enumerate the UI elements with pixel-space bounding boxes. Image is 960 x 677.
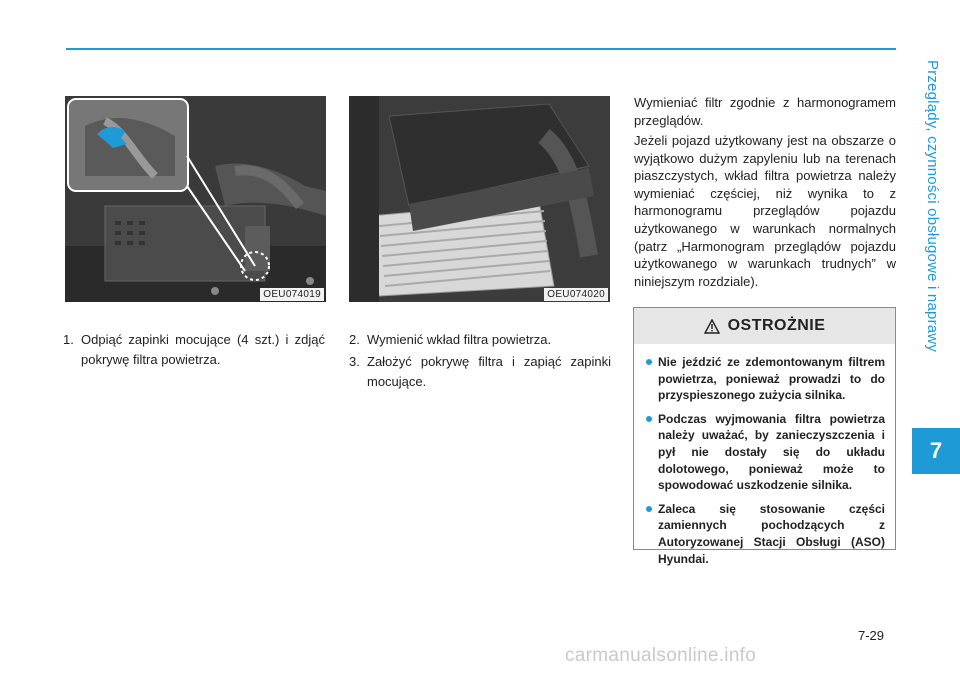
caution-header (634, 308, 895, 344)
figure-code: OEU074020 (544, 288, 608, 301)
bullet-icon (646, 416, 652, 422)
bullet-icon (646, 506, 652, 512)
step-number: 1. (63, 332, 74, 347)
paragraph-replace-interval: Wymieniać filtr zgodnie z harmonogramem przeglądów. (634, 95, 896, 128)
caution-item: Nie jeździć ze zdemontowanym filtrem powietrza, ponieważ prowadzi to do przyspieszonego zużycia silnika. (644, 354, 885, 404)
step-number: 3. (349, 354, 360, 369)
caution-title: OSTROŻNIE (727, 317, 826, 334)
step-text: Wymienić wkład filtra powietrza. (367, 332, 552, 347)
step-text: Założyć pokrywę filtra i zapiąć zapinki mocujące. (367, 354, 611, 389)
step-number: 2. (349, 332, 360, 347)
paragraph-dusty-conditions: Jeżeli pojazd użytkowany jest na obszarze o wyjątkowo dużym zapyleniu lub na terenach piaszczystych, wkład filtra powietrza należy wymieniać częściej, niż wynika to z harmonogramu przeglądów pojazdu użytkowanego w warunkach normalnych (patrz „Harmonogram przeglądów pojazdu użytkowanego w warunkach trudnych” w niniejszym rozdziale). (634, 133, 896, 289)
chapter-tab: 7 (912, 428, 960, 474)
step-3 (349, 352, 611, 392)
caution-item: Podczas wyjmowania filtra powietrza należy uważać, by zanieczyszczenia i pył nie dostały się do układu dolotowego, ponieważ może to spowodować uszkodzenie silnika. (644, 411, 885, 494)
page-number: 7-29 (858, 628, 885, 643)
caution-box (633, 307, 896, 566)
header-rule (66, 48, 896, 50)
figure-air-filter-element (349, 96, 610, 302)
caution-item: Zaleca się stosowanie części zamiennych pochodzących z Autoryzowanej Stacji Obsługi (ASO) Hyundai. (644, 501, 885, 567)
section-title: Przeglądy, czynności obsługowe i naprawy (924, 60, 941, 353)
caution-list (644, 354, 885, 574)
bullet-icon (646, 359, 652, 365)
figure-code: OEU074019 (260, 288, 324, 301)
engine-bay-photo-1 (65, 96, 326, 302)
step-1 (63, 330, 325, 370)
step-text: Odpiąć zapinki mocujące (4 szt.) i zdjąć pokrywę filtra powietrza. (81, 332, 325, 367)
engine-bay-photo-2 (349, 96, 610, 302)
footer-watermark: carmanualsonline.info (565, 645, 757, 666)
figure-air-filter-clips (65, 96, 326, 302)
step-2 (349, 330, 611, 350)
warning-triangle-icon (704, 319, 720, 334)
